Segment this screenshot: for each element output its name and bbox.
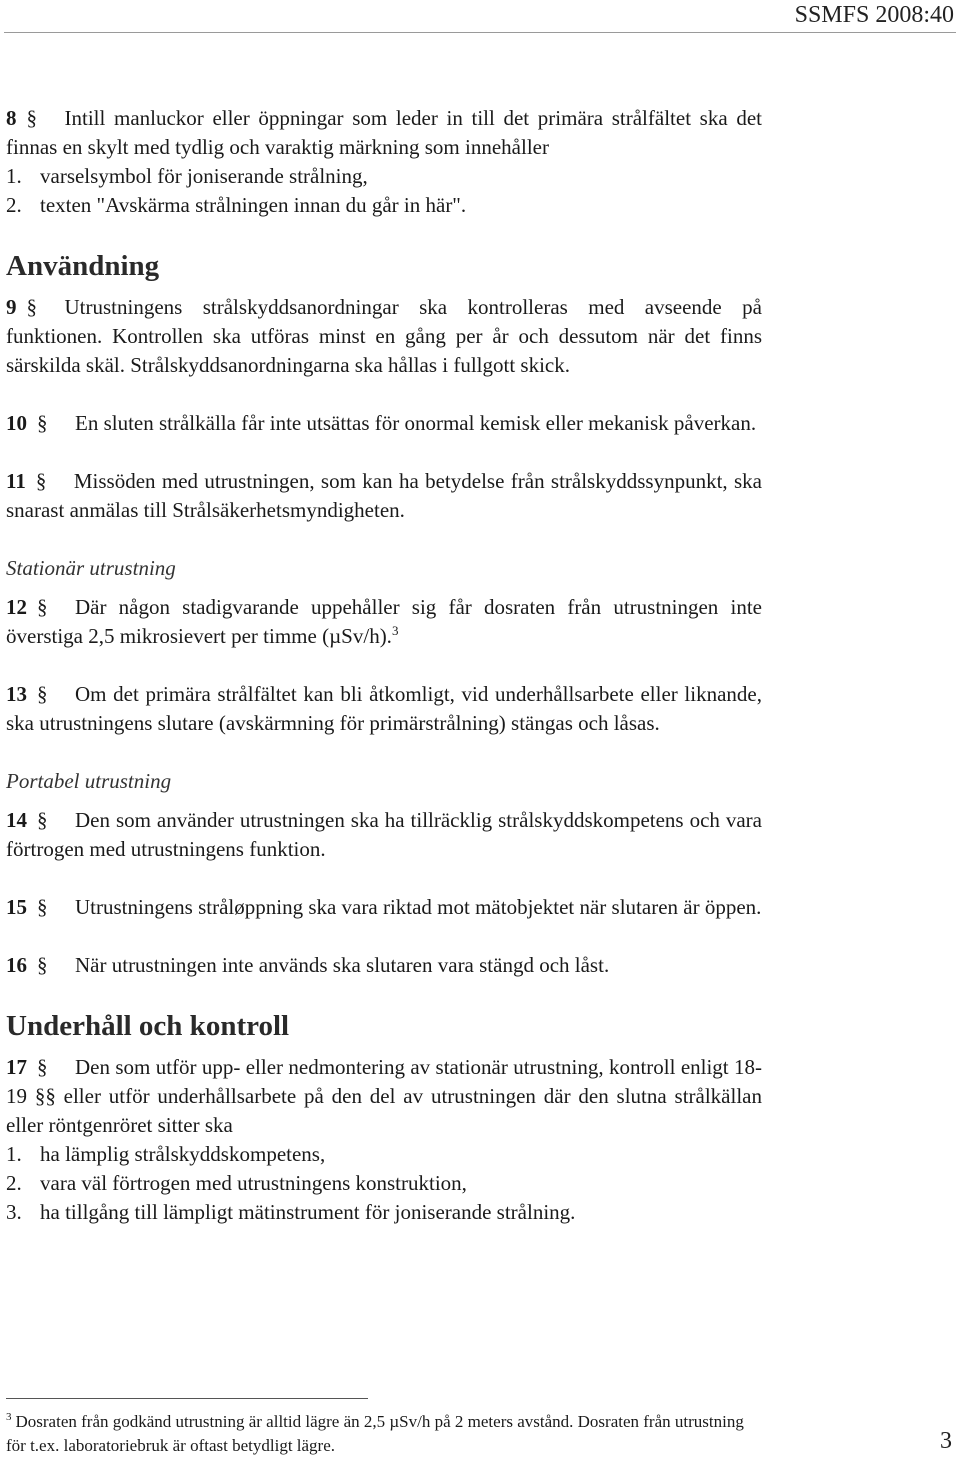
paragraph-section-16 — [6, 951, 762, 980]
page-header — [0, 0, 960, 32]
section-number: 12 — [6, 595, 27, 619]
section-text: Den som utför upp- eller nedmontering av stationär utrustning, kontroll enligt 18-19 §§ eller utför underhållsarbete på den del av utrustningen där den slutna strålkällan eller röntgenröret sitter ska — [6, 1055, 762, 1137]
paragraph-section-12 — [6, 593, 762, 651]
section-text: Missöden med utrustningen, som kan ha betydelse från strålskyddssynpunkt, ska snarast anmälas till Strålsäkerhetsmyndigheten. — [6, 469, 762, 522]
paragraph-section-9 — [6, 293, 762, 380]
footnote-divider — [6, 1398, 368, 1399]
paragraph-section-8 — [6, 104, 762, 162]
paragraph-section-11 — [6, 467, 762, 525]
section-symbol: § — [37, 682, 48, 706]
section-number: 16 — [6, 953, 27, 977]
paragraph-section-13 — [6, 680, 762, 738]
footnote-reference: 3 — [391, 623, 399, 638]
subheading-stationary: Stationär utrustning — [6, 556, 176, 580]
paragraph-section-14 — [6, 806, 762, 864]
section-text: Utrustningens strålskyddsanordningar ska kontrolleras med avseende på funktionen. Kontrollen ska utföras minst en gång per år och dessutom när det finns särskilda skäl. Strålskyddsanordningarna ska hållas i fullgott skick. — [6, 295, 762, 377]
section-symbol: § — [26, 295, 37, 319]
list-item: 2. vara väl förtrogen med utrustningens konstruktion, — [6, 1171, 467, 1195]
document-code: SSMFS 2008:40 — [794, 2, 954, 28]
section-symbol: § — [37, 1055, 48, 1079]
heading-maintenance: Underhåll och kontroll — [6, 1010, 290, 1042]
subheading-portable: Portabel utrustning — [6, 769, 172, 793]
section-symbol: § — [37, 411, 48, 435]
list-item: 1. ha lämplig strålskyddskompetens, — [6, 1142, 326, 1166]
header-divider — [4, 32, 956, 33]
section-number: 13 — [6, 682, 27, 706]
section-number: 8 — [6, 106, 17, 130]
section-number: 14 — [6, 808, 27, 832]
section-symbol: § — [37, 895, 48, 919]
section-number: 15 — [6, 895, 27, 919]
footnote-mark: 3 — [6, 1411, 12, 1424]
section-symbol: § — [35, 469, 47, 493]
section-17-list — [6, 1140, 762, 1227]
section-symbol: § — [37, 808, 48, 832]
list-item: 2. texten "Avskärma strålningen innan du går in här". — [6, 193, 467, 217]
section-symbol: § — [26, 106, 37, 130]
section-symbol: § — [37, 953, 48, 977]
section-number: 17 — [6, 1055, 27, 1079]
section-text: Den som använder utrustningen ska ha tillräcklig strålskyddskompetens och vara förtrogen med utrustningens funktion. — [6, 808, 762, 861]
paragraph-section-15 — [6, 893, 762, 922]
heading-usage: Användning — [6, 250, 160, 282]
section-text: Om det primära strålfältet kan bli åtkomligt, vid underhållsarbete eller liknande, ska utrustningens slutare (avskärmning för primärstrålning) stängas och låsas. — [6, 682, 762, 735]
paragraph-section-17 — [6, 1053, 762, 1140]
section-text: Intill manluckor eller öppningar som leder in till det primära strålfältet ska det finnas en skylt med tydlig och varaktig märkning som innehåller — [6, 106, 762, 159]
section-text: Utrustningens stråløppning ska vara riktad mot mätobjektet när slutaren är öppen. — [75, 895, 762, 919]
page-number: 3 — [940, 1428, 952, 1454]
section-symbol: § — [37, 595, 48, 619]
section-number: 9 — [6, 295, 17, 319]
list-item: 1. varselsymbol för joniserande strålning, — [6, 164, 368, 188]
section-number: 11 — [6, 469, 26, 493]
footnote-text: Dosraten från godkänd utrustning är alltid lägre än 2,5 µSv/h på 2 meters avstånd. Dosraten från utrustning för t.ex. laboratoriebruk är oftast betydligt lägre. — [6, 1412, 744, 1455]
paragraph-section-10 — [6, 409, 762, 438]
footnote — [6, 1410, 766, 1458]
section-text: När utrustningen inte används ska slutaren vara stängd och låst. — [75, 953, 610, 977]
section-text: Där någon stadigvarande uppehåller sig får dosraten från utrustningen inte överstiga 2,5 mikrosievert per timme (µSv/h). — [6, 595, 762, 648]
document-body — [6, 104, 762, 1227]
section-text: En sluten strålkälla får inte utsättas för onormal kemisk eller mekanisk påverkan. — [75, 411, 757, 435]
section-8-list — [6, 162, 762, 220]
list-item: 3. ha tillgång till lämpligt mätinstrument för joniserande strålning. — [6, 1200, 576, 1224]
section-number: 10 — [6, 411, 27, 435]
